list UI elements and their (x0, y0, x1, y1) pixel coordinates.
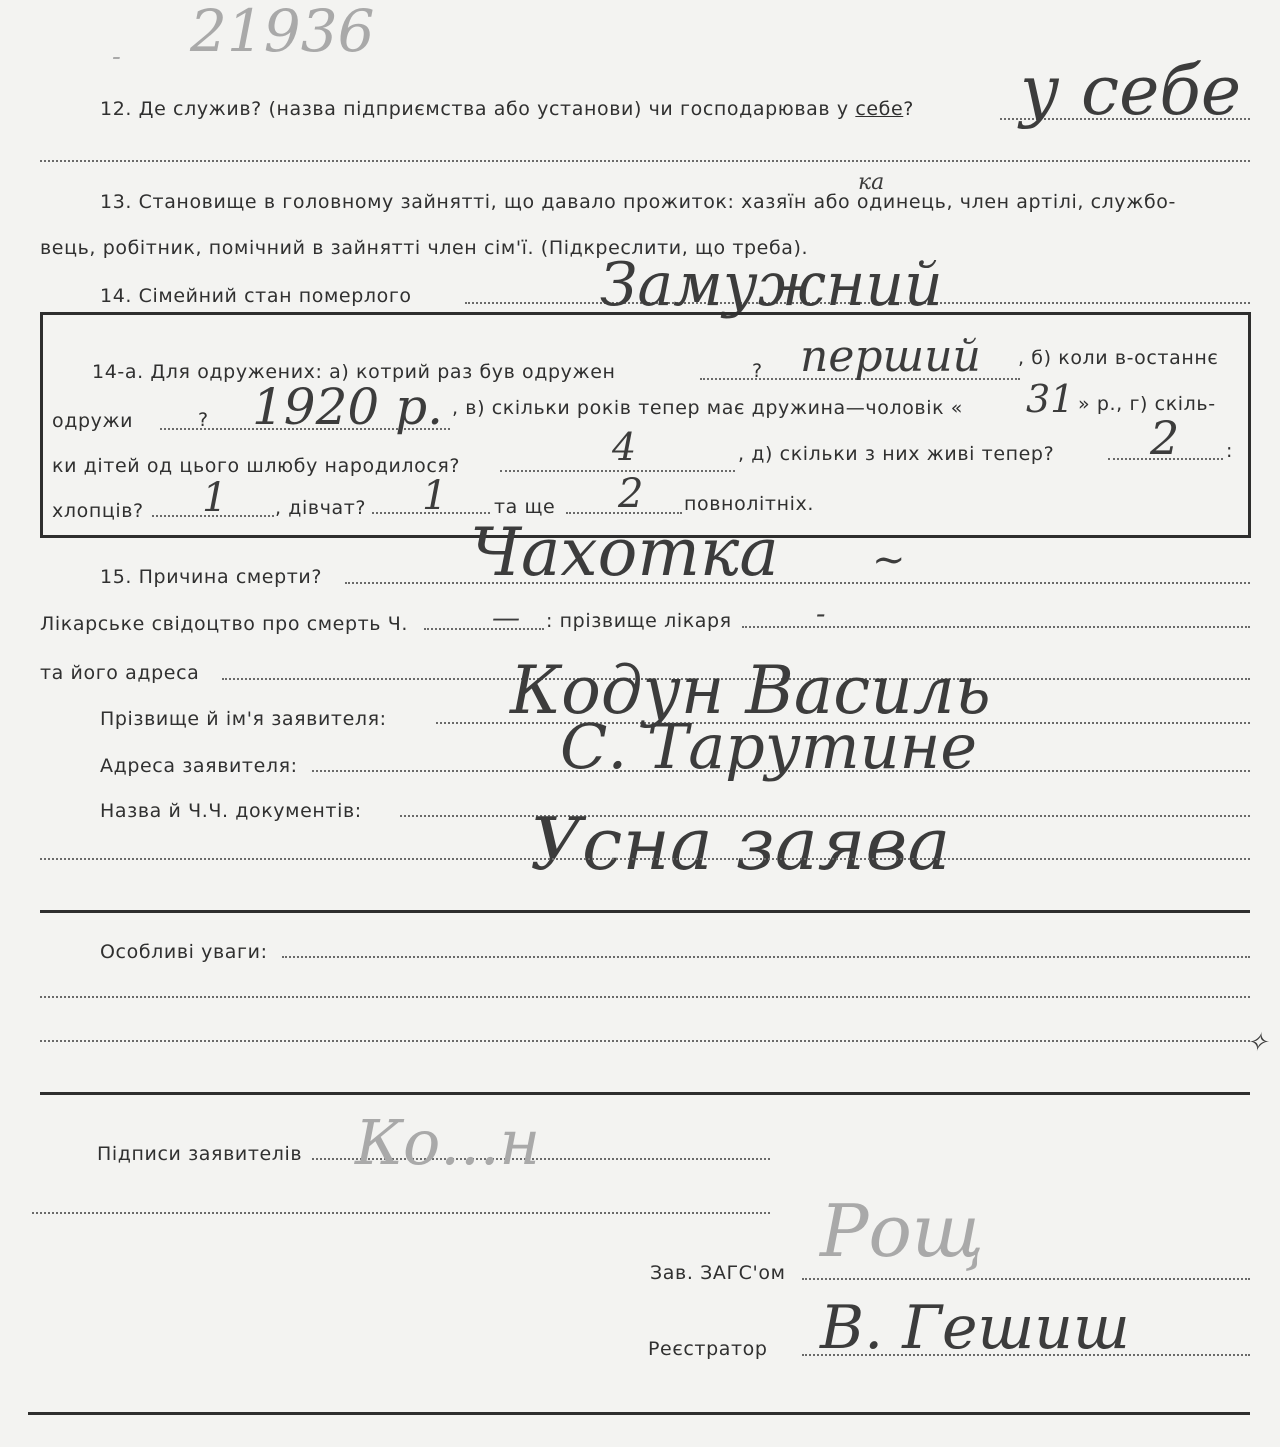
q14a-more-label: та ще (494, 496, 556, 518)
q14-answer: Замужний (600, 250, 943, 320)
q12-underlined: себе (855, 98, 904, 120)
q14a-more-answer: 2 (618, 471, 644, 517)
archive-number: 21936 (190, 0, 375, 65)
head-label: Зав. ЗАГС'ом (650, 1262, 786, 1284)
remarks-label: Особливі уваги: (100, 941, 268, 963)
q15-cert-line (424, 628, 544, 630)
q14a-e-answer: 2 (1150, 411, 1180, 465)
q13-mark: ка (858, 170, 885, 195)
head-signature: Рощ (820, 1189, 984, 1273)
q14a-p2: одружи (52, 410, 134, 432)
q14a-p1-end: , б) коли в-останнє (1018, 347, 1219, 369)
applicant-docs-label: Назва й Ч.Ч. документів: (100, 800, 362, 822)
applicant-signature: Ко...н (355, 1106, 541, 1179)
applicants-sign-label: Підписи заявителів (97, 1143, 303, 1165)
section-divider-2 (40, 1092, 1250, 1095)
q15-label: 15. Причина смерти? (100, 566, 323, 588)
bottom-divider (28, 1412, 1250, 1415)
q14a-p1: 14-а. Для одружених: а) котрий раз був одружен (92, 361, 616, 383)
q15-doctor-label: : прізвище лікаря (546, 610, 732, 632)
q14a-girls-answer: 1 (422, 473, 448, 519)
q14a-p2-end: » р., г) скіль- (1078, 393, 1216, 415)
applicant-address-label: Адреса заявителя: (100, 755, 298, 777)
section-divider-1 (40, 910, 1250, 913)
margin-mark: ✧ (1246, 1028, 1268, 1058)
q12-label-tail: ? (903, 98, 914, 120)
q15-certificate-label: Лікарське свідоцтво про смерть Ч. (40, 613, 408, 635)
q15-address-label: та його адреса (40, 662, 200, 684)
q14a-a-answer: перший (800, 331, 981, 382)
q12-label (100, 98, 914, 120)
q14a-boys-answer: 1 (202, 475, 228, 521)
registrar-sign-line (802, 1354, 1250, 1356)
q13-line2: вець, робітник, помічний в зайнятті член сім'ї. (Підкреслити, що треба). (40, 237, 809, 259)
applicant-name-label: Прізвище й ім'я заявителя: (100, 708, 387, 730)
q14a-p2-mid: , в) скільки років тепер має дружина—чоловік « (452, 397, 964, 419)
q14a-d-answer: 4 (612, 425, 637, 469)
q14a-b-qmark: ? (198, 409, 209, 431)
remarks-line-1 (282, 956, 1250, 958)
registrar-signature: В. Гешиш (820, 1293, 1130, 1363)
remarks-line-2 (40, 996, 1250, 998)
applicant-name-value: Кодун Василь (510, 652, 991, 729)
applicants-sign-line-2 (32, 1212, 770, 1214)
corner-dash: - (112, 42, 121, 72)
registrar-label: Реєстратор (648, 1338, 768, 1360)
q14a-girls-label: , дівчат? (275, 497, 367, 519)
q15-answer: Чахотка (470, 514, 779, 591)
q12-second-line (40, 160, 1250, 162)
applicant-address-value: С. Тарутине (560, 710, 978, 783)
q14a-colon: : (1226, 440, 1234, 462)
q15-cert-value: — (492, 601, 520, 634)
q14a-boys-label: хлопців? (52, 500, 144, 522)
q14a-p3: ки дітей од цього шлюбу народилося? (52, 455, 461, 477)
q15-answer-dash: ~ (872, 537, 906, 583)
q14a-a-qmark: ? (752, 360, 763, 382)
q14a-b-answer: 1920 р. (252, 378, 444, 436)
q15-doctor-value: - (816, 597, 826, 630)
q14a-p3-mid: , д) скільки з них живі тепер? (738, 443, 1055, 465)
q12-label-text: 12. Де служив? (назва підприємства або установи) чи господарював у (100, 98, 856, 120)
applicant-extra-line (40, 858, 1250, 860)
remarks-line-3 (40, 1040, 1250, 1042)
q12-answer: у себе (1020, 52, 1242, 131)
q14a-p4-end: повнолітніх. (684, 493, 814, 515)
applicant-docs-value: Усна заява (530, 802, 951, 886)
head-sign-line (802, 1278, 1250, 1280)
q14a-c-answer: 31 (1026, 377, 1075, 421)
q13-line1: 13. Становище в головному зайнятті, що давало прожиток: хазяїн або одинець, член артілі, службо- (100, 191, 1176, 213)
q14-label: 14. Сімейний стан померлого (100, 285, 412, 307)
